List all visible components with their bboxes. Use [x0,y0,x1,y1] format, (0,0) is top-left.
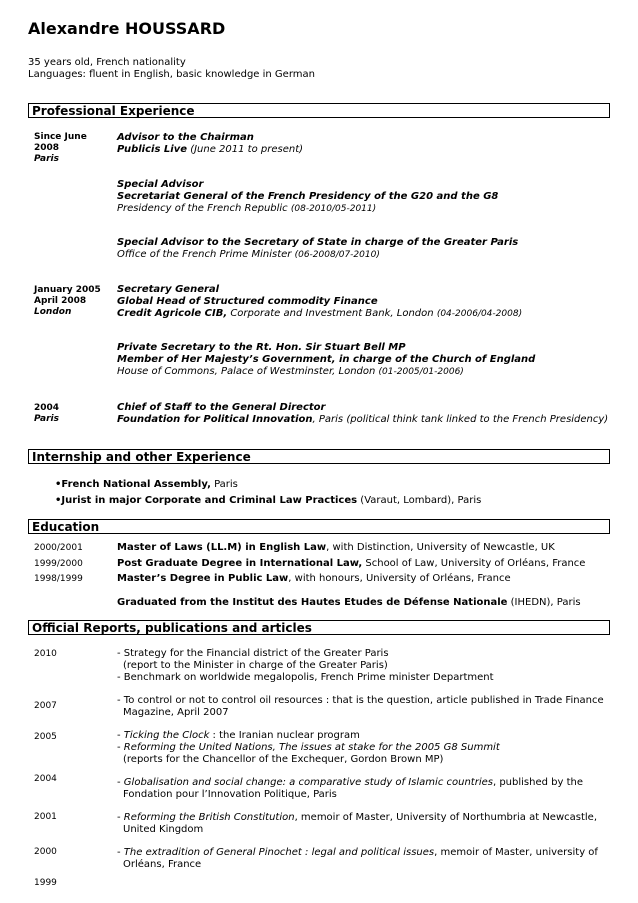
job-dates: (08-2010/05-2011) [290,204,377,214]
report-title: Reforming the United Nations, The issues at stake for the 2005 G8 Summit [123,742,500,753]
report-line: United Kingdom [123,824,204,835]
job-title: Private Secretary to the Rt. Hon. Sir Stuart Bell MP [117,342,406,353]
job-detail: , Paris (political think tank linked to the French Presidency) [312,414,609,425]
job-title: Chief of Staff to the General Director [117,402,326,413]
report-year: 1999 [34,878,57,888]
list-item [55,495,481,507]
education-row [117,542,555,554]
degree-title: Graduated from the Institut des Hautes Etudes de Défense Nationale [117,597,508,608]
job-dates: (June 2011 to present) [190,144,304,155]
period-city: Paris [34,414,59,424]
job-detail: Corporate and Investment Bank, London [230,308,434,319]
report-title: Ticking the Clock [123,730,210,741]
report-detail: , published by the [492,777,583,788]
job-entry [117,284,522,320]
period-line: April 2008 [34,296,87,306]
bullet-icon: • [55,495,62,506]
languages-info: Languages: fluent in English, basic knowledge in German [28,69,315,80]
report-year: 2004 [34,774,57,784]
period-line: January 2005 [34,285,101,295]
job-dates: (04-2006/04-2008) [436,309,523,319]
job-entry [117,342,535,378]
period-line: Since June [34,132,87,142]
candidate-name: Alexandre HOUSSARD [28,19,226,38]
job-org: Credit Agricole CIB, [117,308,228,319]
period-city: London [34,307,72,317]
job-subtitle: Global Head of Structured commodity Finance [117,296,378,307]
report-entry [117,695,604,719]
job-entry [117,179,498,215]
job-org: Foundation for Political Innovation [117,414,313,425]
job-subtitle: Secretariat General of the French Presidency of the G20 and the G8 [117,191,499,202]
report-line: (report to the Minister in charge of the Greater Paris) [123,660,388,671]
degree-detail: (IHEDN), Paris [507,597,581,608]
report-entry: - Ticking the Clock : the Iranian nuclear program - Reforming the United Nations, The issues at stake for the 2005 G8 Summit (reports for the Chancellor of the Exchequer, Gordon Brown MP) [117,730,500,765]
report-detail: : the Iranian nuclear program [209,730,360,741]
job-title: Special Advisor to the Secretary of State in charge of the Greater Paris [117,237,519,248]
report-year: 2000 [34,847,57,857]
report-entry [117,648,494,684]
item-rest: (Varaut, Lombard), Paris [357,495,482,506]
education-year: 2000/2001 [34,543,83,553]
report-line: Magazine, April 2007 [123,707,229,718]
bullet-icon: • [55,479,62,490]
degree-title: Master of Laws (LL.M) in English Law [117,542,327,553]
degree-title: Post Graduate Degree in International Law, [117,558,363,569]
job-entry [117,402,608,426]
job-subtitle: Member of Her Majesty’s Government, in charge of the Church of England [117,354,536,365]
job-org: House of Commons, Palace of Westminster, London [117,366,376,377]
job-title: Advisor to the Chairman [117,132,254,143]
education-year: 1999/2000 [34,559,83,569]
report-detail: , memoir of Master, university of [434,847,598,858]
degree-detail: , with honours, University of Orléans, France [288,573,511,584]
report-title: Globalisation and social change: a comparative study of Islamic countries [123,777,493,788]
period-2005 [34,285,101,318]
section-professional-experience: Professional Experience [28,103,610,118]
job-entry [117,237,518,261]
job-dates: (06-2008/07-2010) [294,250,380,260]
period-2008 [34,132,87,165]
personal-info: 35 years old, French nationality [28,57,186,68]
report-year: 2010 [34,649,57,659]
job-org: Presidency of the French Republic [117,203,288,214]
report-line: - Benchmark on worldwide megalopolis, French Prime minister Department [117,672,494,683]
education-year: 1998/1999 [34,574,83,584]
job-org: Publicis Live [117,144,187,155]
degree-title: Master’s Degree in Public Law [117,573,289,584]
report-line: Fondation pour l’Innovation Politique, Paris [123,789,337,800]
list-item [55,479,238,491]
report-year: 2005 [34,732,57,742]
job-dates: (01-2005/01-2006) [378,367,464,377]
report-line: Orléans, France [123,859,202,870]
report-entry: - Globalisation and social change: a comparative study of Islamic countries, published by the Fondation pour l’Innovation Politique, Paris [117,777,583,800]
section-reports: Official Reports, publications and articles [28,620,610,635]
section-internship: Internship and other Experience [28,449,610,464]
item-bold: Jurist in major Corporate and Criminal Law Practices [61,495,358,506]
period-line: 2008 [34,143,60,153]
education-row [117,558,585,570]
job-title: Special Advisor [117,179,204,190]
item-bold: French National Assembly, [61,479,211,490]
job-entry [117,132,303,156]
report-line: (reports for the Chancellor of the Exchequer, Gordon Brown MP) [123,754,444,765]
report-year: 2007 [34,701,57,711]
report-year: 2001 [34,812,57,822]
education-row [117,597,581,609]
report-title: Reforming the British Constitution [123,812,295,823]
job-org: Office of the French Prime Minister [117,249,292,260]
degree-detail: , with Distinction, University of Newcastle, UK [326,542,555,553]
section-education: Education [28,519,610,534]
period-line: 2004 [34,403,60,413]
period-city: Paris [34,154,59,164]
item-rest: Paris [210,479,238,490]
report-entry: - Reforming the British Constitution, memoir of Master, University of Northumbria at Newcastle, United Kingdom [117,812,598,835]
report-title: The extradition of General Pinochet : legal and political issues [123,847,435,858]
period-2004 [34,403,59,425]
job-title: Secretary General [117,284,220,295]
report-line: - To control or not to control oil resources : that is the question, article published in Trade Finance [117,695,604,706]
report-line: - Strategy for the Financial district of the Greater Paris [117,648,389,659]
degree-detail: School of Law, University of Orléans, France [362,558,586,569]
report-detail: , memoir of Master, University of Northumbria at Newcastle, [294,812,598,823]
education-row [117,573,511,585]
report-entry: - The extradition of General Pinochet : legal and political issues, memoir of Master, university of Orléans, France [117,847,598,870]
